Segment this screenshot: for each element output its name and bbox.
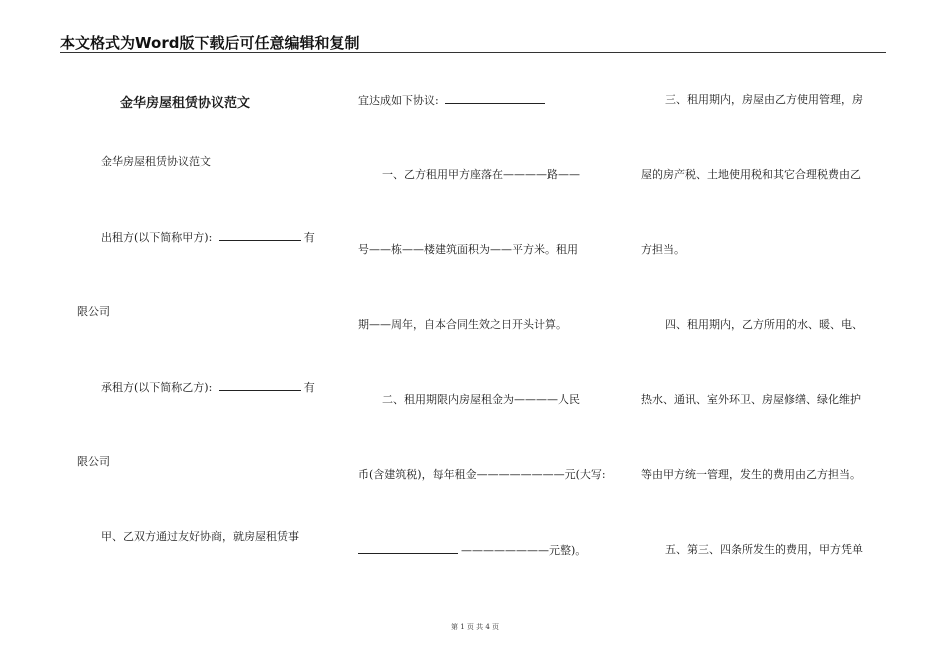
lessor-suffix: 有 [303,231,315,244]
col2-line-2: 一、乙方租用甲方座落在————路—— [382,168,580,181]
col3-line-1: 三、租用期内，房屋由乙方使用管理，房 [665,93,863,106]
col1-line-2 [101,230,315,245]
col3-line-4: 四、租用期内，乙方所用的水、暖、电、 [665,318,863,331]
col3-line-7: 五、第三、四条所发生的费用，甲方凭单 [665,543,863,556]
col1-line-1: 金华房屋租赁协议范文 [101,155,211,168]
lessee-label: 承租方(以下简称乙方): [101,381,216,394]
lessor-blank [219,230,301,241]
col1-line-5: 限公司 [77,455,110,468]
col2-line-7 [358,543,586,558]
document-title: 金华房屋租赁协议范文 [120,96,251,111]
lessee-suffix: 有 [303,381,315,394]
col2-line-5: 二、租用期限内房屋租金为————人民 [382,393,580,406]
lessor-label: 出租方(以下简称甲方): [101,231,216,244]
page-number: 第 1 页 共 4 页 [450,623,500,631]
agreement-blank [445,93,545,104]
col3-line-6: 等由甲方统一管理，发生的费用由乙方担当。 [641,468,861,481]
col1-line-6: 甲、乙双方通过友好协商，就房屋租赁事 [101,530,299,543]
col3-line-2: 屋的房产税、土地使用税和其它合理税费由乙 [641,168,861,181]
col2-line-3: 号——栋——楼建筑面积为——平方米。租用 [358,243,578,256]
col1-line-4 [101,380,315,395]
header-divider [60,52,886,53]
col3-line-3: 方担当。 [641,243,685,256]
col2-line-4: 期——周年，自本合同生效之日开头计算。 [358,318,567,331]
rent-amount-suffix: ————————元整)。 [461,544,587,557]
document-header-title: 本文格式为Word版下载后可任意编辑和复制 [60,34,360,52]
agreement-intro: 宜达成如下协议: [358,94,443,107]
col2-line-6: 币(含建筑税)，每年租金————————元(大写: [358,468,606,481]
col3-line-5: 热水、通讯、室外环卫、房屋修缮、绿化维护 [641,393,861,406]
col1-line-3: 限公司 [77,305,110,318]
col2-line-1 [358,93,548,108]
rent-amount-blank [358,543,458,554]
lessee-blank [219,380,301,391]
